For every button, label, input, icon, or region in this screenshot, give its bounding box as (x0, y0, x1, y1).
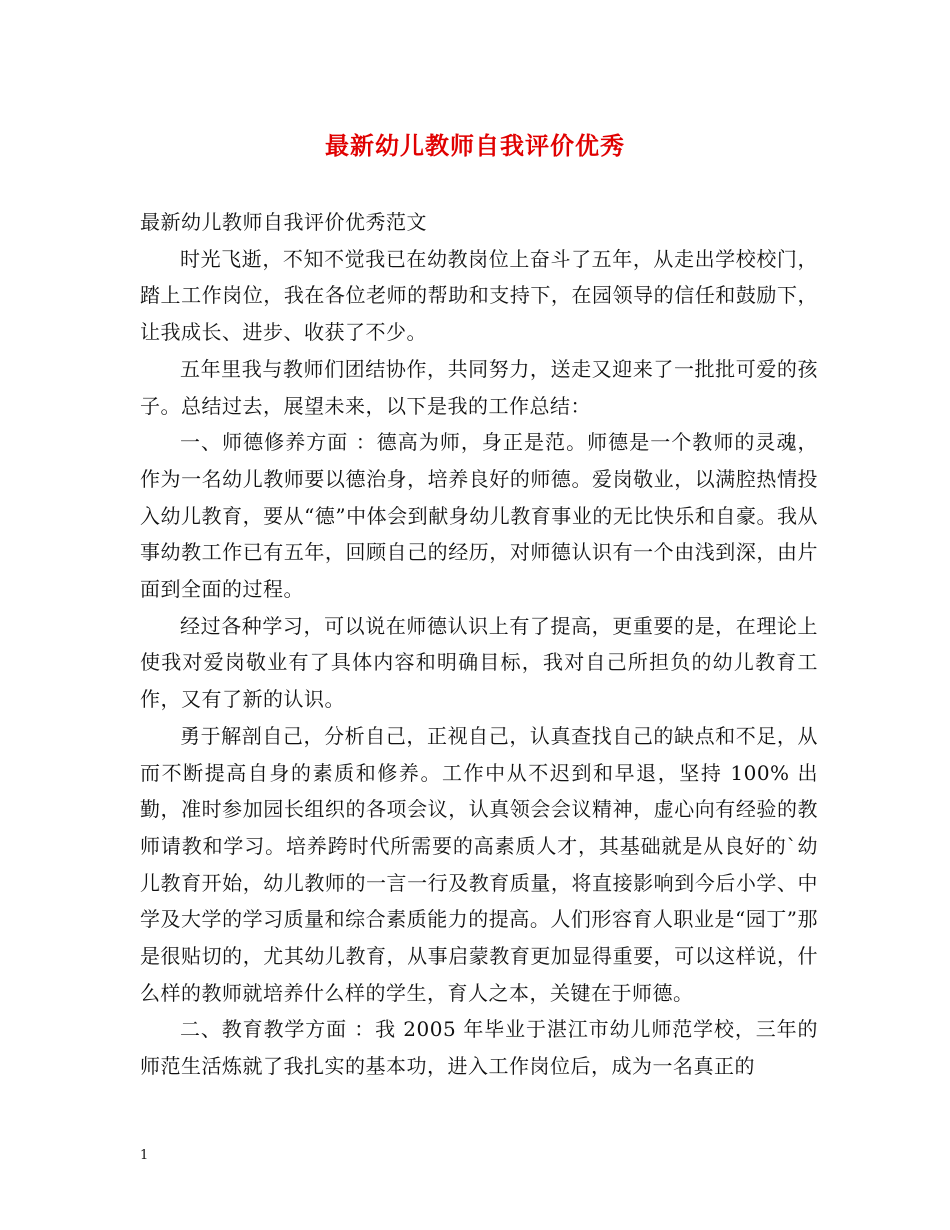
body-paragraph: 时光飞逝，不知不觉我已在幼教岗位上奋斗了五年，从走出学校校门，踏上工作岗位，我在各位老师的帮助和支持下，在园领导的信任和鼓励下，让我成长、进步、收获了不少。 (140, 246, 818, 345)
document-body (140, 204, 818, 1085)
page-number: 1 (140, 1148, 149, 1163)
body-paragraph: 五年里我与教师们团结协作，共同努力，送走又迎来了一批批可爱的孩子。总结过去，展望未来，以下是我的工作总结： (140, 356, 818, 418)
body-paragraph: 二、教育教学方面 ：我 2005 年毕业于湛江市幼儿师范学校，三年的师范生活炼就了我扎实的基本功，进入工作岗位后，成为一名真正的 (140, 1017, 818, 1079)
body-paragraph: 经过各种学习，可以说在师德认识上有了提高，更重要的是，在理论上使我对爱岗敬业有了具体内容和明确目标，我对自己所担负的幼儿教育工作，又有了新的认识。 (140, 613, 818, 712)
document-title: 最新幼儿教师自我评价优秀 (325, 131, 625, 160)
body-paragraph: 一、师德修养方面 ：德高为师，身正是范。师德是一个教师的灵魂，作为一名幼儿教师要以德治身，培养良好的师德。爱岗敬业，以满腔热情投入幼儿教育，要从“德”中体会到献身幼儿教育事业的无比快乐和自豪。我从事幼教工作已有五年，回顾自己的经历，对师德认识有一个由浅到深，由片面到全面的过程。 (140, 430, 818, 602)
body-paragraph: 勇于解剖自己，分析自己，正视自己，认真查找自己的缺点和不足，从而不断提高自身的素质和修养。工作中从不迟到和早退，坚持 100% 出勤，准时参加园长组织的各项会议，认真领会会议精神，虚心向有经验的教师请教和学习。培养跨时代所需要的高素质人才，其基础就是从良好的`幼儿教育开始，幼儿教师的一言一行及教育质量，将直接影响到今后小学、中学及大学的学习质量和综合素质能力的提高。人们形容育人职业是“园丁”那是很贴切的，尤其幼儿教育，从事启蒙教育更加显得重要，可以这样说，什么样的教师就培养什么样的学生，育人之本，关键在于师德。 (140, 723, 818, 1005)
document-subtitle: 最新幼儿教师自我评价优秀范文 (140, 210, 427, 234)
